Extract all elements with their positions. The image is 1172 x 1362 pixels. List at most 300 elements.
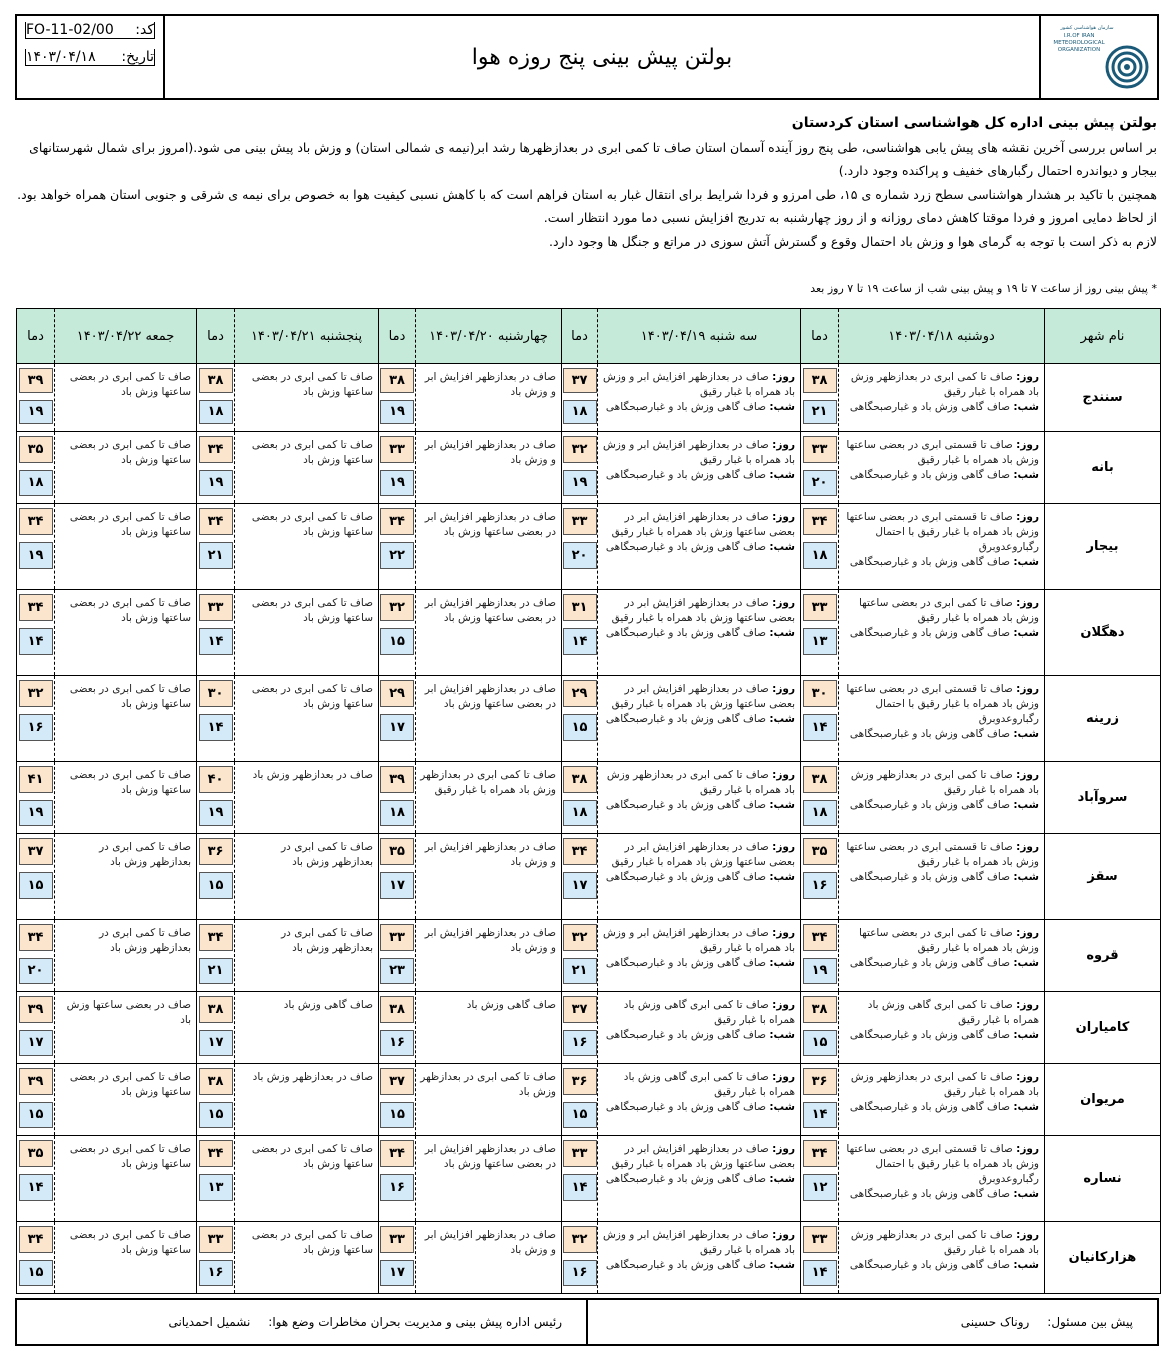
day-forecast-text: صاف در بعدازظهر افزایش ابر در بعضی ساعتها وزش باد همراه با غبار رقیق: [611, 597, 795, 624]
night-forecast-text: صاف گاهی وزش باد و غبارصبحگاهی: [605, 1101, 767, 1113]
table-row: [16, 920, 1161, 992]
min-temp: ۱۵: [19, 872, 53, 899]
day-label: روز:: [1016, 1229, 1039, 1241]
temperature-cell: [196, 920, 234, 991]
night-forecast-text: صاف گاهی وزش باد و غبارصبحگاهی: [605, 1173, 767, 1185]
city-column-header: نام شهر: [1044, 309, 1160, 363]
temperature-cell: [800, 432, 838, 503]
table-row: [16, 504, 1161, 590]
logo-icon: [1049, 21, 1149, 93]
night-forecast: [843, 468, 1039, 483]
day-header-3: چهارشنبه ۱۴۰۳/۰۴/۲۰: [415, 309, 561, 363]
night-forecast-text: صاف گاهی وزش باد و غبارصبحگاهی: [605, 541, 767, 553]
night-label: شب:: [769, 541, 795, 553]
day-label: روز:: [1016, 927, 1039, 939]
night-forecast-text: صاف گاهی وزش باد و غبارصبحگاهی: [605, 1259, 767, 1271]
day-forecast-text: صاف در بعدازظهر افزایش ابر در بعضی ساعتها وزش باد همراه با غبار رقیق: [611, 511, 795, 538]
forecast-time-note: * پیش بینی روز از ساعت ۷ تا ۱۹ و پیش بینی شب از ساعت ۱۹ تا ۷ روز بعد: [810, 282, 1157, 295]
city-name: بانه: [1044, 432, 1160, 503]
max-temp: ۳۹: [19, 996, 53, 1023]
temperature-cell: [561, 1222, 597, 1293]
min-temp: ۱۶: [563, 1030, 597, 1057]
night-label: شب:: [769, 799, 795, 811]
max-temp: ۳۴: [19, 508, 53, 535]
forecast-description: [597, 834, 800, 919]
min-temp: ۱۴: [19, 1174, 53, 1201]
max-temp: ۳۷: [380, 1068, 414, 1095]
temperature-cell: [561, 432, 597, 503]
temperature-cell: [196, 364, 234, 431]
min-temp: ۱۷: [563, 872, 597, 899]
day-forecast-text: صاف تا کمی ابری گاهی وزش باد همراه با غبار رقیق: [623, 1071, 795, 1098]
night-forecast: [602, 626, 795, 641]
table-row: [16, 1064, 1161, 1136]
night-forecast-text: صاف گاهی وزش باد و غبارصبحگاهی: [849, 1259, 1011, 1271]
min-temp: ۲۱: [563, 958, 597, 985]
min-temp: ۱۶: [563, 1260, 597, 1287]
max-temp: ۳۷: [19, 838, 53, 865]
night-label: شب:: [1013, 728, 1039, 740]
min-temp: ۱۸: [803, 542, 837, 569]
max-temp: ۳۳: [563, 508, 597, 535]
max-temp: ۳۳: [380, 1226, 414, 1253]
night-forecast-text: صاف گاهی وزش باد و غبارصبحگاهی: [605, 957, 767, 969]
min-temp: ۱۹: [803, 958, 837, 985]
night-forecast-text: صاف گاهی وزش باد و غبارصبحگاهی: [849, 1029, 1011, 1041]
forecast-description: [838, 992, 1044, 1063]
night-forecast: [602, 1100, 795, 1115]
night-forecast-text: صاف گاهی وزش باد و غبارصبحگاهی: [849, 401, 1011, 413]
city-name: نساره: [1044, 1136, 1160, 1221]
temperature-cell: [378, 1064, 415, 1135]
temperature-cell: [561, 834, 597, 919]
max-temp: ۳۲: [563, 924, 597, 951]
forecast-description: [597, 920, 800, 991]
min-temp: ۱۷: [380, 1260, 414, 1287]
min-temp: ۱۹: [19, 542, 53, 569]
day-forecast: [602, 370, 795, 400]
day-forecast-text: صاف در بعدازظهر افزایش ابر و وزش باد همراه با غبار رقیق: [602, 1229, 795, 1256]
day-forecast: [602, 596, 795, 626]
temperature-cell: [561, 504, 597, 589]
temperature-cell: [378, 364, 415, 431]
max-temp: ۳۴: [19, 924, 53, 951]
day-forecast: [602, 438, 795, 468]
max-temp: ۳۴: [199, 924, 233, 951]
day-label: روز:: [772, 683, 795, 695]
forecast-description: صاف تا کمی ابری در بعضی ساعتها وزش باد: [234, 364, 378, 431]
night-label: شب:: [1013, 401, 1039, 413]
day-header-1: دوشنبه ۱۴۰۳/۰۴/۱۸: [838, 309, 1044, 363]
night-forecast: [602, 798, 795, 813]
temperature-cell: [17, 992, 54, 1063]
min-temp: ۲۳: [380, 958, 414, 985]
day-header-4: پنجشنبه ۱۴۰۳/۰۴/۲۱: [234, 309, 378, 363]
temperature-cell: [196, 1222, 234, 1293]
forecaster-cell: [586, 1300, 1157, 1344]
temperature-cell: [196, 1064, 234, 1135]
min-temp: ۱۸: [19, 470, 53, 497]
max-temp: ۳۲: [563, 436, 597, 463]
night-forecast: [843, 1100, 1039, 1115]
forecast-description: صاف تا کمی ابری در بعضی ساعتها وزش باد: [54, 1222, 196, 1293]
temperature-cell: [196, 1136, 234, 1221]
max-temp: ۳۰: [803, 680, 837, 707]
night-forecast-text: صاف گاهی وزش باد و غبارصبحگاهی: [605, 1029, 767, 1041]
forecast-description: صاف در بعدازظهر افزایش ابر و وزش باد: [415, 364, 561, 431]
date-value: ۱۴۰۳/۰۴/۱۸: [26, 49, 96, 65]
forecast-description: صاف تا کمی ابری در بعدازظهر وزش باد همراه با غبار رقیق: [415, 762, 561, 833]
night-label: شب:: [1013, 627, 1039, 639]
min-temp: ۱۹: [563, 470, 597, 497]
min-temp: ۱۹: [380, 470, 414, 497]
temperature-cell: [378, 676, 415, 761]
day-forecast: [602, 1070, 795, 1100]
min-temp: ۱۹: [380, 400, 414, 425]
temperature-cell: [378, 590, 415, 675]
max-temp: ۳۰: [199, 680, 233, 707]
forecast-description: [838, 762, 1044, 833]
night-forecast-text: صاف گاهی وزش باد و غبارصبحگاهی: [849, 728, 1011, 740]
day-forecast-text: صاف تا کمی ابری در بعدازظهر وزش باد همراه با غبار رقیق: [850, 1229, 1039, 1256]
head-label: رئیس اداره پیش بینی و مدیریت بحران مخاطرات وضع هوا:: [268, 1315, 562, 1329]
night-forecast: [602, 468, 795, 483]
forecast-description: [838, 834, 1044, 919]
forecast-description: صاف تا کمی ابری در بعضی ساعتها وزش باد: [54, 590, 196, 675]
night-forecast: [843, 798, 1039, 813]
temperature-cell: [17, 920, 54, 991]
forecast-description: صاف تا کمی ابری در بعدازظهر وزش باد: [234, 834, 378, 919]
temperature-cell: [378, 834, 415, 919]
min-temp: ۱۶: [803, 872, 837, 899]
max-temp: ۴۱: [19, 766, 53, 793]
night-label: شب:: [1013, 1259, 1039, 1271]
day-forecast-text: صاف تا قسمتی ابری در بعضی ساعتها وزش باد همراه با غبار رقیق با احتمال رگباروعدوبرق: [846, 511, 1039, 553]
min-temp: ۱۴: [803, 1260, 837, 1287]
day-forecast: [843, 596, 1039, 626]
min-temp: ۱۴: [199, 714, 233, 741]
forecast-description: صاف تا کمی ابری در بعدازظهر وزش باد: [415, 1064, 561, 1135]
day-forecast-text: صاف تا کمی ابری گاهی وزش باد همراه با غبار رقیق: [623, 999, 795, 1026]
forecast-description: صاف در بعدازظهر افزایش ابر در بعضی ساعتها وزش باد: [415, 590, 561, 675]
forecast-table: [16, 308, 1161, 1294]
temperature-cell: [561, 992, 597, 1063]
temperature-cell: [17, 676, 54, 761]
temperature-cell: [378, 762, 415, 833]
night-forecast-text: صاف گاهی وزش باد و غبارصبحگاهی: [605, 799, 767, 811]
day-forecast: [843, 438, 1039, 468]
temperature-cell: [378, 992, 415, 1063]
max-temp: ۳۵: [19, 436, 53, 463]
day-forecast: [843, 1228, 1039, 1258]
night-forecast: [602, 1258, 795, 1273]
page-title: بولتن پیش بینی پنج روزه هوا: [163, 16, 1039, 98]
forecast-description: صاف تا کمی ابری در بعضی ساعتها وزش باد: [234, 1222, 378, 1293]
table-row: [16, 432, 1161, 504]
temperature-cell: [800, 920, 838, 991]
max-temp: ۳۶: [199, 838, 233, 865]
max-temp: ۳۸: [563, 766, 597, 793]
table-body: [16, 364, 1161, 1294]
day-forecast: [843, 510, 1039, 555]
day-forecast-text: صاف تا کمی ابری گاهی وزش باد همراه با غبار رقیق: [867, 999, 1039, 1026]
forecast-description: صاف گاهی وزش باد: [415, 992, 561, 1063]
night-forecast-text: صاف گاهی وزش باد و غبارصبحگاهی: [605, 469, 767, 481]
forecast-description: صاف تا کمی ابری در بعضی ساعتها وزش باد: [54, 676, 196, 761]
night-label: شب:: [769, 957, 795, 969]
day-label: روز:: [772, 1229, 795, 1241]
forecast-description: صاف تا کمی ابری در بعدازظهر وزش باد: [54, 920, 196, 991]
min-temp: ۱۴: [563, 628, 597, 655]
max-temp: ۳۴: [199, 436, 233, 463]
city-name: زرینه: [1044, 676, 1160, 761]
day-forecast: [843, 998, 1039, 1028]
table-row: [16, 834, 1161, 920]
forecast-description: صاف گاهی وزش باد: [234, 992, 378, 1063]
temperature-cell: [378, 432, 415, 503]
night-forecast: [602, 870, 795, 885]
intro-paragraph-4: لازم به ذکر است با توجه به گرمای هوا و وزش باد احتمال وقوع و گسترش آتش سوزی در مراتع و جنگل ها وجود دارد.: [548, 233, 1157, 249]
max-temp: ۳۳: [380, 924, 414, 951]
temperature-cell: [800, 992, 838, 1063]
max-temp: ۳۸: [199, 368, 233, 393]
max-temp: ۳۵: [803, 838, 837, 865]
temperature-cell: [17, 432, 54, 503]
temperature-cell: [800, 762, 838, 833]
forecast-description: صاف تا کمی ابری در بعضی ساعتها وزش باد: [54, 762, 196, 833]
day-forecast-text: صاف تا کمی ابری در بعضی ساعتها وزش باد همراه با غبار رقیق: [858, 927, 1039, 954]
day-forecast: [843, 370, 1039, 400]
max-temp: ۳۷: [563, 368, 597, 393]
min-temp: ۱۹: [19, 400, 53, 425]
forecast-description: صاف در بعدازظهر افزایش ابر در بعضی ساعتها وزش باد: [415, 676, 561, 761]
day-forecast: [602, 926, 795, 956]
day-label: روز:: [1016, 841, 1039, 853]
night-label: شب:: [769, 1029, 795, 1041]
temperature-cell: [800, 1136, 838, 1221]
table-row: [16, 1222, 1161, 1294]
night-forecast: [843, 1187, 1039, 1202]
day-forecast-text: صاف تا کمی ابری در بعدازظهر وزش باد همراه با غبار رقیق: [606, 769, 795, 796]
temperature-cell: [800, 364, 838, 431]
day-forecast-text: صاف تا کمی ابری در بعدازظهر وزش باد همراه با غبار رقیق: [850, 371, 1039, 398]
day-label: روز:: [772, 1143, 795, 1155]
min-temp: ۱۴: [563, 1174, 597, 1201]
night-forecast-text: صاف گاهی وزش باد و غبارصبحگاهی: [849, 1188, 1011, 1200]
forecast-description: صاف در بعدازظهر وزش باد: [234, 1064, 378, 1135]
day-forecast-text: صاف در بعدازظهر افزایش ابر و وزش باد همراه با غبار رقیق: [602, 439, 795, 466]
temperature-cell: [800, 1222, 838, 1293]
logo-text-en3: ORGANIZATION: [1057, 47, 1101, 53]
night-forecast-text: صاف گاهی وزش باد و غبارصبحگاهی: [849, 469, 1011, 481]
night-forecast: [843, 1028, 1039, 1043]
forecast-description: صاف در بعدازظهر افزایش ابر و وزش باد: [415, 834, 561, 919]
min-temp: ۱۷: [199, 1030, 233, 1057]
max-temp: ۳۴: [803, 924, 837, 951]
forecast-description: صاف در بعدازظهر افزایش ابر و وزش باد: [415, 432, 561, 503]
day-forecast: [602, 840, 795, 870]
table-row: [16, 676, 1161, 762]
day-header-5: جمعه ۱۴۰۳/۰۴/۲۲: [54, 309, 196, 363]
forecast-description: [838, 590, 1044, 675]
max-temp: ۳۸: [803, 996, 837, 1023]
min-temp: ۱۴: [803, 1102, 837, 1129]
max-temp: ۳۸: [380, 368, 414, 393]
min-temp: ۲۱: [199, 542, 233, 569]
day-forecast-text: صاف تا کمی ابری در بعضی ساعتها وزش باد همراه با غبار رقیق: [858, 597, 1039, 624]
max-temp: ۳۶: [563, 1068, 597, 1095]
forecast-description: صاف در بعدازظهر افزایش ابر و وزش باد: [415, 1222, 561, 1293]
day-forecast-text: صاف تا قسمتی ابری در بعضی ساعتها وزش باد همراه با غبار رقیق: [846, 841, 1039, 868]
min-temp: ۱۵: [19, 1260, 53, 1287]
temp-header-3: دما: [378, 309, 415, 363]
night-forecast: [602, 956, 795, 971]
head-cell: [17, 1300, 586, 1344]
forecast-description: صاف در بعدازظهر افزایش ابر و وزش باد: [415, 920, 561, 991]
logo-text-en2: METEOROLOGICAL: [1053, 40, 1105, 46]
day-label: روز:: [772, 769, 795, 781]
night-forecast-text: صاف گاهی وزش باد و غبارصبحگاهی: [849, 957, 1011, 969]
forecast-description: صاف تا کمی ابری در بعضی ساعتها وزش باد: [234, 504, 378, 589]
temperature-cell: [196, 992, 234, 1063]
temperature-cell: [561, 920, 597, 991]
min-temp: ۱۵: [380, 628, 414, 655]
temperature-cell: [378, 1136, 415, 1221]
night-label: شب:: [1013, 469, 1039, 481]
temperature-cell: [378, 1222, 415, 1293]
temperature-cell: [800, 590, 838, 675]
meteorological-organization-logo: [1039, 16, 1157, 98]
max-temp: ۳۵: [380, 838, 414, 865]
temp-header-2: دما: [561, 309, 597, 363]
day-header-2: سه شنبه ۱۴۰۳/۰۴/۱۹: [597, 309, 800, 363]
max-temp: ۳۳: [380, 436, 414, 463]
forecast-description: [838, 364, 1044, 431]
max-temp: ۳۹: [19, 1068, 53, 1095]
forecast-description: صاف در بعضی ساعتها وزش باد: [54, 992, 196, 1063]
night-label: شب:: [1013, 556, 1039, 568]
temp-header-1: دما: [800, 309, 838, 363]
forecast-description: [838, 676, 1044, 761]
min-temp: ۲۱: [803, 400, 837, 425]
day-forecast: [843, 1142, 1039, 1187]
night-forecast-text: صاف گاهی وزش باد و غبارصبحگاهی: [605, 627, 767, 639]
night-forecast-text: صاف گاهی وزش باد و غبارصبحگاهی: [849, 799, 1011, 811]
temperature-cell: [800, 1064, 838, 1135]
forecast-description: [597, 590, 800, 675]
min-temp: ۱۹: [199, 800, 233, 827]
min-temp: ۱۵: [563, 1102, 597, 1129]
day-label: روز:: [1016, 439, 1039, 451]
temperature-cell: [196, 590, 234, 675]
day-forecast-text: صاف تا کمی ابری در بعدازظهر وزش باد همراه با غبار رقیق: [850, 1071, 1039, 1098]
min-temp: ۱۳: [803, 628, 837, 655]
temp-header-5: دما: [27, 328, 44, 344]
table-row: [16, 992, 1161, 1064]
forecaster-label: پیش بین مسئول:: [1047, 1315, 1133, 1329]
temperature-cell: [17, 364, 54, 431]
night-forecast: [843, 626, 1039, 641]
night-label: شب:: [1013, 1188, 1039, 1200]
night-forecast-text: صاف گاهی وزش باد و غبارصبحگاهی: [849, 871, 1011, 883]
night-label: شب:: [1013, 1101, 1039, 1113]
day-label: روز:: [772, 597, 795, 609]
city-name: سنندج: [1044, 364, 1160, 431]
night-label: شب:: [769, 401, 795, 413]
night-forecast-text: صاف گاهی وزش باد و غبارصبحگاهی: [605, 713, 767, 725]
max-temp: ۳۴: [19, 594, 53, 621]
temperature-cell: [800, 834, 838, 919]
max-temp: ۳۳: [199, 1226, 233, 1253]
night-label: شب:: [769, 871, 795, 883]
min-temp: ۱۸: [563, 800, 597, 827]
night-forecast-text: صاف گاهی وزش باد و غبارصبحگاهی: [849, 1101, 1011, 1113]
forecast-description: صاف تا کمی ابری در بعضی ساعتها وزش باد: [54, 1136, 196, 1221]
forecast-description: [597, 1064, 800, 1135]
day-forecast-text: صاف تا قسمتی ابری در بعضی ساعتها وزش باد همراه با غبار رقیق با احتمال رگباروعدوبرق: [846, 683, 1039, 725]
max-temp: ۳۷: [563, 996, 597, 1023]
day-forecast: [843, 926, 1039, 956]
min-temp: ۲۰: [19, 958, 53, 985]
min-temp: ۱۴: [199, 628, 233, 655]
day-label: روز:: [1016, 511, 1039, 523]
night-forecast-text: صاف گاهی وزش باد و غبارصبحگاهی: [849, 556, 1011, 568]
temperature-cell: [17, 504, 54, 589]
temperature-cell: [17, 1064, 54, 1135]
logo-text-en1: I.R.OF IRAN: [1063, 33, 1095, 39]
temperature-cell: [800, 676, 838, 761]
max-temp: ۳۴: [380, 508, 414, 535]
forecast-description: [597, 1136, 800, 1221]
max-temp: ۲۹: [380, 680, 414, 707]
max-temp: ۳۳: [803, 436, 837, 463]
day-label: روز:: [772, 511, 795, 523]
night-forecast: [602, 400, 795, 415]
max-temp: ۳۶: [803, 1068, 837, 1095]
city-name: قروه: [1044, 920, 1160, 991]
night-forecast: [843, 870, 1039, 885]
min-temp: ۱۵: [19, 1102, 53, 1129]
min-temp: ۱۵: [563, 714, 597, 741]
night-label: شب:: [769, 1101, 795, 1113]
day-label: روز:: [1016, 683, 1039, 695]
min-temp: ۲۰: [803, 470, 837, 497]
day-forecast: [602, 1228, 795, 1258]
forecast-description: صاف تا کمی ابری در بعضی ساعتها وزش باد: [234, 590, 378, 675]
night-forecast-text: صاف گاهی وزش باد و غبارصبحگاهی: [605, 401, 767, 413]
intro-paragraph-1: بر اساس بررسی آخرین نقشه های پیش یابی هواشناسی، طی پنج روز آینده آسمان استان صاف تا کمی ابری در بعدازظهرها رشد ابر(نیمه ی شمالی استان) و وزش باد پیش بینی می شود.(امروز برای شمال شهرستانهای بیجار و دیواندره احتمال رگبارهای خفیف و پراکنده وجود دارد.): [29, 139, 1157, 178]
min-temp: ۲۲: [380, 542, 414, 569]
day-forecast: [843, 1070, 1039, 1100]
day-label: روز:: [772, 371, 795, 383]
day-forecast-text: صاف در بعدازظهر افزایش ابر و وزش باد همراه با غبار رقیق: [602, 927, 795, 954]
temperature-cell: [17, 762, 54, 833]
min-temp: ۱۵: [199, 872, 233, 899]
max-temp: ۳۸: [803, 766, 837, 793]
night-forecast: [602, 712, 795, 727]
day-label: روز:: [1016, 1143, 1039, 1155]
day-forecast: [843, 768, 1039, 798]
min-temp: ۱۵: [380, 1102, 414, 1129]
forecast-description: [838, 504, 1044, 589]
forecast-description: صاف تا کمی ابری در بعضی ساعتها وزش باد: [234, 676, 378, 761]
city-name: مریوان: [1044, 1064, 1160, 1135]
day-label: روز:: [772, 927, 795, 939]
temperature-cell: [196, 432, 234, 503]
forecast-description: [597, 364, 800, 431]
night-forecast: [602, 540, 795, 555]
head-name: نشمیل احمدیانی: [168, 1315, 251, 1329]
